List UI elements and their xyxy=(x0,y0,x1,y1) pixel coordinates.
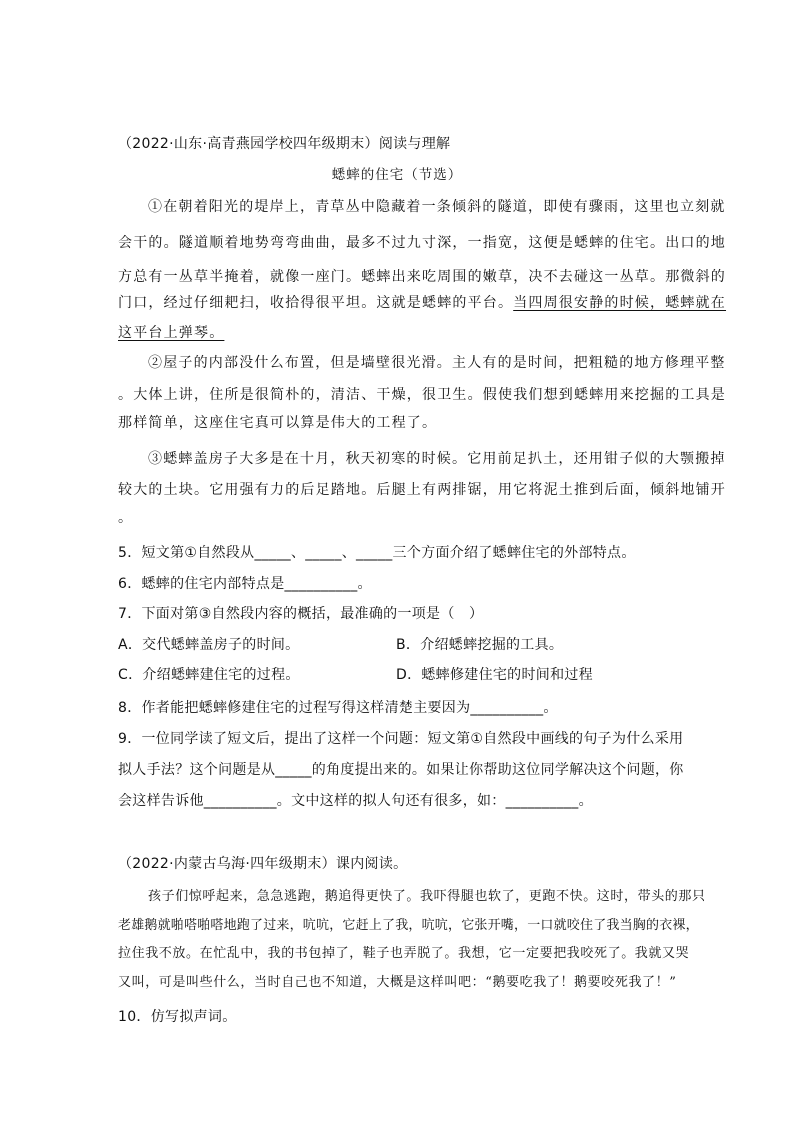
underlined-sentence-part1: 当四周很安静的时候，蟋蟀就在 xyxy=(513,295,727,311)
question-6: 6．蟋蟀的住宅内部特点是__________。 xyxy=(118,576,372,592)
para2-line2: 。大体上讲，住所是很简朴的，清洁、干燥，很卫生。假使我们想到蟋蟀用来挖掘的工具是 xyxy=(118,387,726,403)
question-7: 7．下面对第③自然段内容的概括，最准确的一项是（ ） xyxy=(118,606,484,622)
para2-line1: ②屋子的内部没什么布置，但是墙壁很光滑。主人有的是时间，把粗糙的地方修理平整 xyxy=(148,355,726,371)
section1-source: （2022·山东·高青燕园学校四年级期末）阅读与理解 xyxy=(118,136,451,152)
question-7-option-d: D．蟋蟀修建住宅的时间和过程 xyxy=(396,667,593,683)
passage-title: 蟋蟀的住宅（节选） xyxy=(331,167,463,183)
section2-para-line4: 又叫，可是叫些什么，当时自己也不知道，大概是这样叫吧：“鹅要吃我了！鹅要咬死我了！” xyxy=(118,975,677,990)
para1-line4 xyxy=(118,292,726,312)
section2-para-line3: 拉住我不放。在忙乱中，我的书包掉了，鞋子也弄脱了。我想，它一定要把我咬死了。我就又哭 xyxy=(118,946,690,961)
question-8: 8．作者能把蟋蟀修建住宅的过程写得这样清楚主要因为__________。 xyxy=(118,700,558,716)
para2-line3: 那样简单，这座住宅真可以算是伟大的工程了。 xyxy=(118,415,438,431)
para1-line1: ①在朝着阳光的堤岸上，青草丛中隐藏着一条倾斜的隧道，即使有骤雨，这里也立刻就 xyxy=(148,199,726,215)
question-7-option-b: B．介绍蟋蟀挖掘的工具。 xyxy=(396,637,564,653)
question-9-line3: 会这样告诉他__________。文中这样的拟人句还有很多，如：__________。 xyxy=(118,793,593,809)
question-7-option-a: A．交代蟋蟀盖房子的时间。 xyxy=(118,637,300,653)
underlined-sentence-part2: 这平台上弹琴。 xyxy=(118,325,225,341)
section2-para-line2: 老雄鹅就啪嗒啪嗒地跑了过来，吭吭，它赶上了我，吭吭，它张开嘴，一口就咬住了我当胸的衣裸， xyxy=(118,918,699,933)
para1-line3: 方总有一丛草半掩着，就像一座门。蟋蟀出来吃周围的嫩草，决不去碰这一丛草。那微斜的 xyxy=(118,269,726,285)
question-9-line1: 9．一位同学读了短文后，提出了这样一个问题：短文第①自然段中画线的句子为什么采用 xyxy=(118,731,684,747)
para1-line4-text: 门口，经过仔细耙扫，收拾得很平坦。这就是蟋蟀的平台。 xyxy=(118,295,514,311)
para3-line3: 。 xyxy=(118,510,134,526)
section2-para-line1: 孩子们惊呼起来，急急逃跑，鹅追得更快了。我吓得腿也软了，更跑不快。这时，带头的那只 xyxy=(148,889,706,904)
para1-line2: 会干的。隧道顺着地势弯弯曲曲，最多不过九寸深，一指宽，这便是蟋蟀的住宅。出口的地 xyxy=(118,235,726,251)
section2-source: （2022·内蒙古乌海·四年级期末）课内阅读。 xyxy=(118,856,408,872)
para3-line1: ③蟋蟀盖房子大多是在十月，秋天初寒的时候。它用前足扒土，还用钳子似的大颚搬掉 xyxy=(148,451,726,467)
question-9-line2: 拟人手法？这个问题是从_____的角度提出来的。如果让你帮助这位同学解决这个问题，你 xyxy=(118,762,684,778)
question-10: 10．仿写拟声词。 xyxy=(118,1009,237,1025)
question-7-option-c: C．介绍蟋蟀建住宅的过程。 xyxy=(118,667,300,683)
para3-line2: 较大的土块。它用强有力的后足踏地。后腿上有两排锯，用它将泥土推到后面，倾斜地铺开 xyxy=(118,482,726,498)
question-5: 5．短文第①自然段从_____、_____、_____三个方面介绍了蟋蟀住宅的外部特点。 xyxy=(118,545,636,561)
